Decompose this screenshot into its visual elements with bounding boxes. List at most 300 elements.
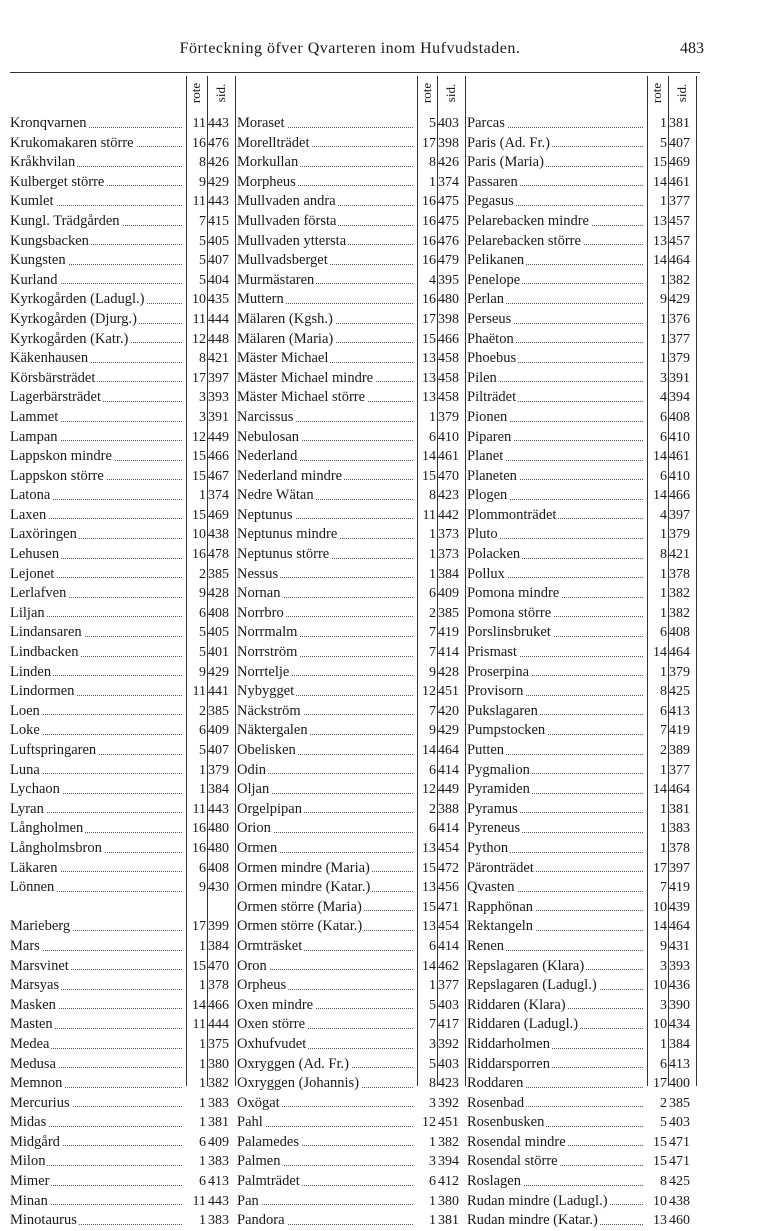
block-name: Odin: [237, 761, 266, 778]
block-name: Norrbro: [237, 604, 284, 621]
block-name: Plommonträdet: [467, 506, 557, 523]
rote-number: 10: [192, 527, 206, 543]
page-ref: 379: [669, 664, 690, 680]
rote-number: 1: [199, 1076, 206, 1092]
rote-number: 14: [422, 449, 436, 465]
page-ref: 384: [208, 938, 229, 954]
list-item: [467, 1211, 696, 1231]
rote-number: 11: [192, 194, 206, 210]
block-name: Python: [467, 839, 509, 856]
rote-number: 12: [192, 331, 206, 347]
rote-number: 5: [199, 743, 206, 758]
block-name: Kyrkogården (Ladugl.): [10, 291, 145, 308]
page-ref: 379: [669, 351, 690, 367]
page-ref: 413: [669, 1056, 690, 1072]
page-ref: 399: [208, 919, 229, 935]
rote-number: 10: [653, 1017, 667, 1033]
block-name: Mäster Michael mindre: [237, 369, 374, 386]
rote-number: 11: [192, 116, 206, 131]
block-name: Mäster Michael större: [237, 389, 366, 406]
list-item: [467, 996, 696, 1016]
page-ref: 398: [438, 311, 459, 327]
block-name: Memnon: [10, 1075, 63, 1092]
list-item: [10, 369, 235, 389]
list-item: [237, 330, 465, 350]
list-item: [237, 996, 465, 1016]
page-ref: 443: [208, 801, 229, 817]
page-ref: 393: [669, 958, 690, 974]
list-item: [10, 839, 235, 859]
list-item: [10, 761, 235, 781]
page-ref: 384: [208, 782, 229, 798]
list-item: [467, 604, 696, 624]
list-item: [237, 447, 465, 467]
block-name: Nornan: [237, 585, 281, 602]
rote-header: rote: [188, 82, 203, 104]
list-item: [467, 153, 696, 173]
block-name: Mullvaden andra: [237, 193, 336, 210]
block-name: Käkenhausen: [10, 350, 89, 367]
page-ref: 403: [438, 116, 459, 131]
block-name: Proserpina: [467, 663, 530, 680]
page-ref: 456: [438, 880, 459, 896]
block-name: Norrtelje: [237, 663, 290, 680]
rote-number: 1: [199, 938, 206, 954]
block-name: Pelarebacken större: [467, 232, 581, 249]
list-item: [10, 408, 235, 428]
block-name: Kungsten: [10, 252, 66, 269]
list-item: [467, 1015, 696, 1035]
block-name: Qvasten: [467, 879, 515, 896]
block-name: Provisorn: [467, 683, 524, 700]
page-ref: 407: [208, 253, 229, 269]
rote-number: 1: [660, 194, 667, 210]
rote-number: 5: [429, 1056, 436, 1072]
page-ref: 412: [438, 1174, 459, 1190]
list-item: [467, 800, 696, 820]
rote-number: 14: [653, 449, 667, 465]
block-name: Långholmen: [10, 820, 84, 837]
rote-number: 12: [192, 429, 206, 445]
block-name: Riddarsporren: [467, 1055, 550, 1072]
list-item: [10, 741, 235, 761]
list-item: [467, 976, 696, 996]
rote-number: 1: [199, 762, 206, 778]
page-ref: 373: [438, 527, 459, 543]
list-item: [10, 780, 235, 800]
rote-number: 3: [429, 1036, 436, 1052]
page-ref: 403: [669, 1115, 690, 1131]
block-name: Oxryggen (Johannis): [237, 1075, 360, 1092]
rote-number: 8: [429, 155, 436, 171]
block-name: Pan: [237, 1192, 259, 1209]
block-name: Rosendal mindre: [467, 1133, 566, 1150]
page-ref: 382: [438, 1134, 459, 1150]
page-ref: 397: [208, 370, 229, 386]
rote-number: 15: [422, 468, 436, 484]
rote-number: 15: [422, 899, 436, 915]
rote-number: 8: [199, 155, 206, 171]
page-ref: 428: [438, 664, 459, 680]
block-name: Masten: [10, 1016, 53, 1033]
page-ref: 426: [208, 155, 229, 171]
rote-number: 4: [429, 272, 436, 288]
block-name: Lagerbärsträdet: [10, 389, 101, 406]
rote-number: 1: [429, 409, 436, 425]
list-item: [467, 917, 696, 937]
page-ref: 439: [669, 899, 690, 915]
page-ref: 374: [208, 488, 229, 504]
rote-number: 7: [660, 880, 667, 896]
rote-number: 6: [429, 586, 436, 602]
rote-number: 8: [429, 1076, 436, 1092]
list-item: [10, 623, 235, 643]
list-item: [467, 212, 696, 232]
page-ref: 423: [438, 488, 459, 504]
list-item: [237, 192, 465, 212]
list-item: [467, 741, 696, 761]
rote-number: 1: [660, 566, 667, 582]
page-ref: 466: [669, 488, 690, 504]
list-item: [237, 917, 465, 937]
rote-number: 6: [199, 605, 206, 621]
list-item: [10, 1192, 235, 1212]
block-name: Paris (Ad. Fr.): [467, 134, 550, 151]
list-item: [10, 232, 235, 252]
rote-number: 14: [653, 782, 667, 798]
rote-number: 1: [660, 762, 667, 778]
block-name: Laxen: [10, 506, 47, 523]
list-item: [10, 271, 235, 291]
rote-number: 13: [422, 880, 436, 896]
page-ref: 394: [669, 390, 690, 406]
rote-number: 1: [199, 1213, 206, 1229]
page-ref: 430: [208, 880, 229, 896]
rote-number: 16: [422, 253, 436, 269]
rote-number: 6: [199, 860, 206, 876]
rote-number: 9: [660, 292, 667, 308]
block-name: Passaren: [467, 173, 518, 190]
list-item: [237, 388, 465, 408]
list-item: [237, 663, 465, 683]
block-name: Riddarholmen: [467, 1035, 550, 1052]
rote-number: 14: [192, 997, 206, 1013]
rote-number: 15: [653, 155, 667, 171]
list-item: [10, 996, 235, 1016]
page-ref: 478: [208, 547, 229, 563]
page-ref: 413: [208, 1174, 229, 1190]
page-ref: 461: [438, 449, 459, 465]
block-name: Kronqvarnen: [10, 115, 87, 131]
list-item: [10, 1015, 235, 1035]
list-item: [467, 957, 696, 977]
page-ref: 389: [669, 743, 690, 758]
rote-number: 6: [660, 468, 667, 484]
page-ref: 393: [208, 390, 229, 406]
list-item: [467, 1192, 696, 1212]
page-ref: 375: [208, 1036, 229, 1052]
page-ref: 407: [669, 135, 690, 151]
list-item: [10, 467, 235, 487]
list-item: [237, 251, 465, 271]
rote-header: rote: [649, 82, 664, 104]
block-name: Orpheus: [237, 977, 287, 994]
rote-number: 6: [429, 821, 436, 837]
rote-number: 15: [653, 1134, 667, 1150]
rote-number: 6: [199, 723, 206, 739]
block-name: Pumpstocken: [467, 722, 546, 739]
rote-number: 9: [429, 664, 436, 680]
rote-number: 5: [199, 253, 206, 269]
list-item: [10, 1113, 235, 1133]
block-name: Milon: [10, 1153, 46, 1170]
page-ref: 385: [208, 703, 229, 719]
list-item: [467, 1094, 696, 1114]
list-item: [467, 428, 696, 448]
rote-number: 1: [660, 821, 667, 837]
page-ref: 457: [669, 233, 690, 249]
block-name: Pelikanen: [467, 252, 525, 269]
column-rule: [437, 76, 438, 1086]
block-name: Piparen: [467, 428, 512, 445]
page-ref: 413: [669, 703, 690, 719]
list-item: [467, 937, 696, 957]
page-ref: 385: [438, 605, 459, 621]
list-item: [10, 1094, 235, 1114]
rote-number: 16: [192, 840, 206, 856]
rote-number: 5: [660, 1115, 667, 1131]
list-item: [467, 486, 696, 506]
page-ref: 429: [438, 723, 459, 739]
list-item: [237, 212, 465, 232]
leader-dots: [241, 1126, 413, 1127]
page-ref: 381: [438, 1213, 459, 1229]
list-item: [467, 1172, 696, 1192]
block-name: Planet: [467, 448, 504, 465]
block-name: Lammet: [10, 408, 59, 425]
page-ref: 421: [669, 547, 690, 563]
block-name: Päronträdet: [467, 859, 534, 876]
block-name: Linden: [10, 663, 52, 680]
block-name: Oxryggen (Ad. Fr.): [237, 1055, 349, 1072]
page-ref: 414: [438, 645, 459, 661]
rote-number: 6: [660, 625, 667, 641]
rote-number: 6: [429, 938, 436, 954]
page-ref: 470: [208, 958, 229, 974]
page-title: Förteckning öfver Qvarteren inom Hufvudstaden.: [179, 40, 521, 57]
list-item: [10, 545, 235, 565]
list-item: [237, 643, 465, 663]
page-ref: 373: [438, 547, 459, 563]
list-item: [237, 682, 465, 702]
list-item: [10, 251, 235, 271]
page-ref: 472: [438, 860, 459, 876]
page-ref: 458: [438, 390, 459, 406]
block-name: Penelope: [467, 271, 521, 288]
page-ref: 448: [208, 331, 229, 347]
rote-number: 1: [199, 1095, 206, 1111]
block-name: Mullvaden yttersta: [237, 232, 347, 249]
list-item: [10, 330, 235, 350]
rote-number: 6: [429, 762, 436, 778]
block-name: Roslagen: [467, 1173, 521, 1190]
list-item: [467, 682, 696, 702]
page-ref: 443: [208, 1193, 229, 1209]
page-ref: 392: [438, 1036, 459, 1052]
column-header: [467, 76, 696, 114]
page-ref: 471: [669, 1134, 690, 1150]
page-ref: 415: [208, 213, 229, 229]
column-2: [237, 76, 465, 1231]
page-ref: 401: [208, 645, 229, 661]
rote-number: 12: [422, 782, 436, 798]
rote-number: 14: [653, 174, 667, 190]
block-name: Pomona mindre: [467, 585, 560, 602]
page-ref: 471: [669, 1154, 690, 1170]
page-ref: 384: [438, 566, 459, 582]
list-item: [10, 643, 235, 663]
rote-number: 17: [653, 1076, 667, 1092]
rote-number: 7: [660, 723, 667, 739]
block-name: Plogen: [467, 487, 508, 504]
column-3: [467, 76, 696, 1231]
block-name: Ormen mindre (Maria): [237, 859, 370, 876]
list-item: [237, 545, 465, 565]
page-ref: 410: [669, 468, 690, 484]
list-item: [10, 1055, 235, 1075]
page-ref: 392: [438, 1095, 459, 1111]
sid-header: sid.: [674, 83, 689, 103]
list-item: [467, 878, 696, 898]
page-ref: 380: [438, 1193, 459, 1209]
list-item: [10, 565, 235, 585]
page-ref: 466: [208, 449, 229, 465]
list-item: [237, 1172, 465, 1192]
rote-number: 13: [422, 370, 436, 386]
block-name: Nederland mindre: [237, 467, 343, 484]
rote-number: 7: [429, 1017, 436, 1033]
block-name: Pygmalion: [467, 761, 530, 778]
rote-number: 3: [199, 390, 206, 406]
page-ref: 464: [438, 743, 459, 758]
rote-number: 6: [199, 1174, 206, 1190]
column-rule: [696, 76, 697, 1086]
rote-number: 2: [660, 1095, 667, 1111]
list-item: [237, 1074, 465, 1094]
rote-number: 14: [653, 488, 667, 504]
block-name: Körsbärsträdet: [10, 369, 96, 386]
rote-number: 1: [660, 272, 667, 288]
list-item: [237, 369, 465, 389]
page-ref: 381: [669, 116, 690, 131]
rote-number: 10: [653, 899, 667, 915]
block-name: Krukomakaren större: [10, 134, 134, 151]
rote-number: 14: [653, 253, 667, 269]
block-name: Paris (Maria): [467, 154, 544, 171]
rote-number: 1: [429, 1213, 436, 1229]
page-ref: 378: [669, 840, 690, 856]
page-ref: 449: [438, 782, 459, 798]
block-name: Pahl: [237, 1114, 263, 1131]
rote-number: 1: [429, 174, 436, 190]
rote-number: 11: [192, 1017, 206, 1033]
page-ref: 443: [208, 194, 229, 210]
block-name: Norrström: [237, 644, 298, 661]
page-ref: 462: [438, 958, 459, 974]
page-ref: 408: [669, 625, 690, 641]
block-name: Kumlet: [10, 193, 54, 210]
page-ref: 409: [208, 723, 229, 739]
block-name: Rektangeln: [467, 918, 534, 935]
rote-number: 16: [192, 821, 206, 837]
block-name: Pyramus: [467, 800, 518, 817]
page-ref: 435: [208, 292, 229, 308]
block-name: Parcas: [467, 115, 505, 131]
rote-number: 4: [660, 507, 667, 523]
page-ref: 382: [669, 586, 690, 602]
rote-number: 12: [422, 1115, 436, 1131]
rote-number: 1: [660, 116, 667, 131]
list-item: [237, 1035, 465, 1055]
block-name: Ormen mindre (Katar.): [237, 879, 371, 896]
rote-number: 9: [199, 880, 206, 896]
page-ref: 377: [669, 331, 690, 347]
rote-number: 1: [199, 1036, 206, 1052]
rote-number: 5: [429, 116, 436, 131]
rote-number: 2: [429, 801, 436, 817]
list-item: [10, 859, 235, 879]
page-ref: 397: [669, 507, 690, 523]
block-name: Rosenbad: [467, 1094, 525, 1111]
list-item: [10, 1211, 235, 1231]
rote-number: 5: [199, 233, 206, 249]
rote-number: 1: [429, 547, 436, 563]
page-ref: 443: [208, 116, 229, 131]
rote-number: 5: [199, 272, 206, 288]
page-ref: 476: [208, 135, 229, 151]
block-name: Rudan mindre (Katar.): [467, 1212, 598, 1229]
rote-number: 6: [199, 1134, 206, 1150]
rote-number: 14: [653, 919, 667, 935]
page-ref: 431: [669, 938, 690, 954]
page-ref: 467: [208, 468, 229, 484]
block-name: Murmästaren: [237, 271, 315, 288]
page-ref: 475: [438, 194, 459, 210]
rote-number: 9: [660, 938, 667, 954]
rote-number: 15: [192, 958, 206, 974]
block-name: Mars: [10, 937, 40, 954]
block-name: Latona: [10, 487, 51, 504]
list-item: [237, 428, 465, 448]
rote-number: 13: [422, 390, 436, 406]
list-item: [467, 114, 696, 134]
page-ref: 470: [438, 468, 459, 484]
block-name: Oxhufvudet: [237, 1035, 307, 1052]
page-ref: 429: [669, 292, 690, 308]
list-item: [237, 800, 465, 820]
page-ref: 469: [208, 507, 229, 523]
rote-number: 1: [660, 527, 667, 543]
block-name: Kulberget större: [10, 173, 105, 190]
rote-number: 1: [199, 1056, 206, 1072]
list-item: [467, 192, 696, 212]
rote-number: 11: [192, 311, 206, 327]
block-name: Repslagaren (Klara): [467, 957, 585, 974]
list-item: [10, 937, 235, 957]
list-item: [237, 1152, 465, 1172]
rote-number: 7: [429, 645, 436, 661]
block-name: Midas: [10, 1114, 47, 1131]
